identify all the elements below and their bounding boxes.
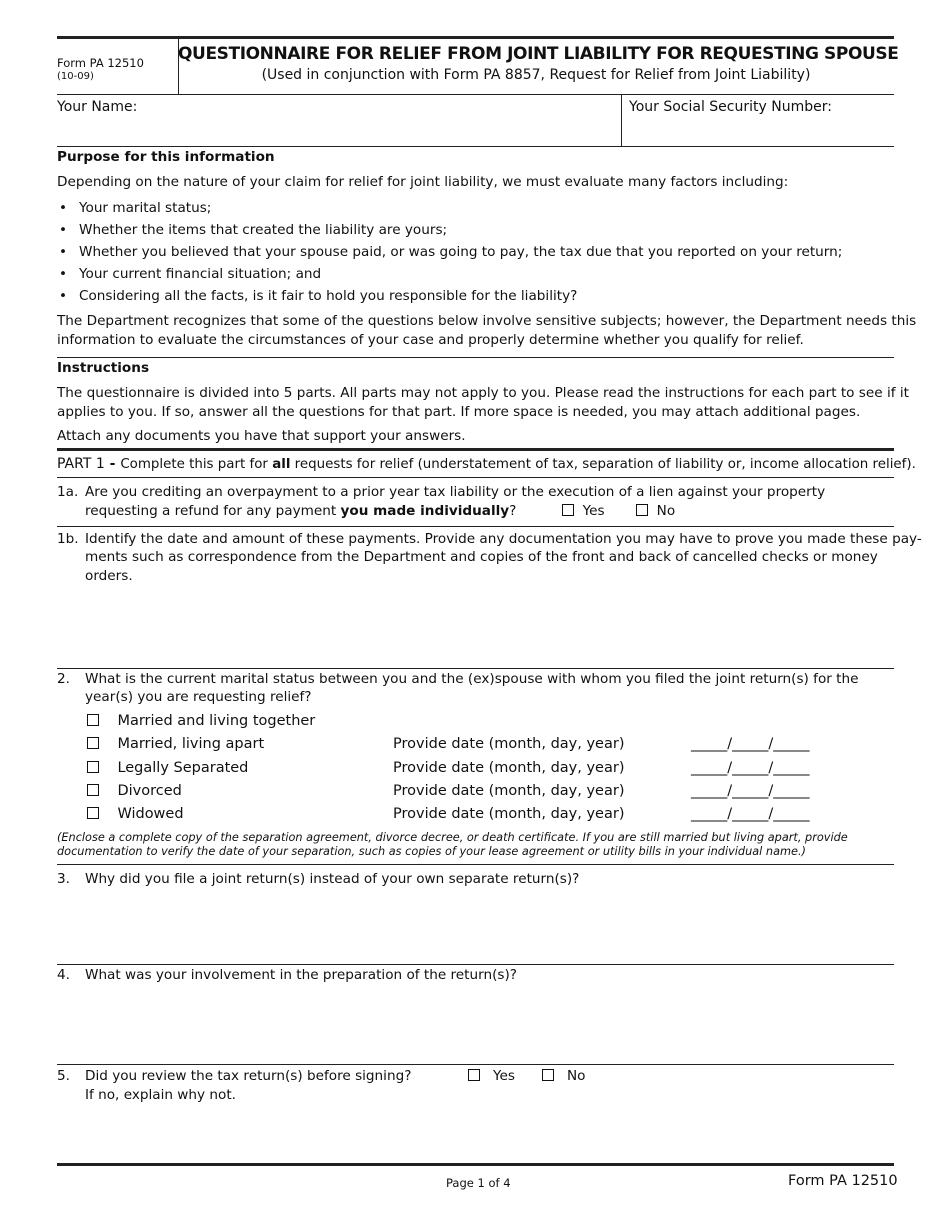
q2-date-field[interactable]: _____/_____/_____ [691, 783, 810, 799]
part1-top-rule [57, 448, 894, 451]
q2-date-label: Provide date (month, day, year) [393, 760, 625, 776]
form-date: (10-09) [57, 71, 94, 82]
q2-option-divorced[interactable]: Divorced [87, 782, 182, 800]
q3-number: 3. [57, 871, 70, 887]
list-item: • Your marital status; [57, 197, 842, 219]
name-label: Your Name: [57, 99, 138, 115]
checkbox[interactable] [87, 761, 99, 773]
ssn-label: Your Social Security Number: [629, 99, 832, 115]
form-id: Form PA 12510 [57, 56, 144, 70]
q1b-answer-area[interactable] [85, 590, 894, 666]
q2-option-legally-separated[interactable]: Legally Separated [87, 759, 248, 777]
q2-date-label: Provide date (month, day, year) [393, 736, 625, 752]
q2-date-field[interactable]: _____/_____/_____ [691, 736, 810, 752]
list-item: • Considering all the facts, is it fair to hold you responsible for the liability? [57, 285, 842, 307]
purpose-intro: Depending on the nature of your claim for relief for joint liability, we must evaluate many factors including: [57, 174, 789, 190]
header-bottom-rule [57, 94, 894, 95]
q3-bottom-rule [57, 964, 894, 965]
q5-number: 5. [57, 1068, 70, 1084]
q2-date-label: Provide date (month, day, year) [393, 783, 625, 799]
page-title: QUESTIONNAIRE FOR RELIEF FROM JOINT LIABILITY FOR REQUESTING SPOUSE [178, 44, 899, 64]
footer-rule [57, 1163, 894, 1166]
ssn-field[interactable] [629, 118, 894, 145]
q3-text: Why did you file a joint return(s) instead of your own separate return(s)? [85, 871, 580, 887]
q1b-number: 1b. [57, 531, 79, 547]
checkbox[interactable] [87, 737, 99, 749]
q1b-line-2: ments such as correspondence from the Department and copies of the front and back of cancelled checks or money [85, 549, 878, 565]
q2-option-married-together[interactable]: Married and living together [87, 712, 315, 730]
q2-date-label: Provide date (month, day, year) [393, 806, 625, 822]
checkbox[interactable] [468, 1069, 480, 1081]
purpose-note-1: The Department recognizes that some of the questions below involve sensitive subjects; however, the Department needs this [57, 313, 917, 329]
q2-date-field[interactable]: _____/_____/_____ [691, 760, 810, 776]
q1b-line-3: orders. [85, 568, 133, 584]
q2-option-widowed[interactable]: Widowed [87, 805, 184, 823]
q5-yes-option[interactable]: Yes [468, 1067, 515, 1085]
q1b-line-1: Identify the date and amount of these payments. Provide any documentation you may have to prove you made these pay- [85, 531, 922, 547]
q2-note-2: documentation to verify the date of your separation, such as copies of your lease agreement or utility bills in your individual name.) [57, 845, 806, 858]
purpose-bullets [57, 197, 842, 307]
list-item: • Your current financial situation; and [57, 263, 842, 285]
q2-bottom-rule [57, 864, 894, 865]
instructions-line-2: applies to you. If so, answer all the questions for that part. If more space is needed, you may attach additional pages. [57, 404, 861, 420]
q1b-bottom-rule [57, 668, 894, 669]
q4-text: What was your involvement in the preparation of the return(s)? [85, 967, 517, 983]
q1a-line-1: Are you crediting an overpayment to a prior year tax liability or the execution of a lien against your property [85, 484, 826, 500]
q1a-number: 1a. [57, 484, 79, 500]
top-rule [57, 36, 894, 39]
purpose-note-2: information to evaluate the circumstances of your case and properly determine whether you qualify for relief. [57, 332, 804, 348]
q4-number: 4. [57, 967, 70, 983]
footer-form-id: Form PA 12510 [788, 1173, 898, 1189]
q3-answer-area[interactable] [85, 892, 894, 962]
q2-line-2: year(s) you are requesting relief? [85, 689, 312, 705]
q2-option-married-apart[interactable]: Married, living apart [87, 735, 264, 753]
page-subtitle: (Used in conjunction with Form PA 8857, Request for Relief from Joint Liability) [261, 67, 811, 83]
q5-line-1: Did you review the tax return(s) before signing? [85, 1068, 412, 1084]
checkbox[interactable] [542, 1069, 554, 1081]
q5-no-option[interactable]: No [542, 1067, 585, 1085]
q5-answer-area[interactable] [85, 1108, 894, 1160]
q4-bottom-rule [57, 1064, 894, 1065]
q2-line-1: What is the current marital status between you and the (ex)spouse with whom you filed the joint return(s) for the [85, 671, 859, 687]
checkbox[interactable] [87, 714, 99, 726]
q2-number: 2. [57, 671, 70, 687]
q1a-line-2: requesting a refund for any payment you made individually? [85, 503, 517, 519]
checkbox[interactable] [87, 807, 99, 819]
list-item: • Whether you believed that your spouse paid, or was going to pay, the tax due that you reported on your return; [57, 241, 842, 263]
q4-answer-area[interactable] [85, 988, 894, 1062]
purpose-bottom-rule [57, 357, 894, 358]
instructions-line-3: Attach any documents you have that support your answers. [57, 428, 466, 444]
page-number: Page 1 of 4 [446, 1176, 511, 1190]
checkbox[interactable] [562, 504, 574, 516]
checkbox[interactable] [636, 504, 648, 516]
fields-bottom-rule [57, 146, 894, 147]
name-ssn-divider [621, 95, 622, 146]
q1a-yes-option[interactable]: Yes [562, 502, 605, 520]
list-item: • Whether the items that created the liability are yours; [57, 219, 842, 241]
q1a-no-option[interactable]: No [636, 502, 675, 520]
q1a-bottom-rule [57, 526, 894, 527]
instructions-heading: Instructions [57, 360, 150, 376]
part1-heading: PART 1 - Complete this part for all requests for relief (understatement of tax, separation of liability or, income allocation relief). [57, 456, 916, 472]
instructions-line-1: The questionnaire is divided into 5 parts. All parts may not apply to you. Please read the instructions for each part to see if it [57, 385, 909, 401]
name-field[interactable] [57, 118, 620, 145]
part1-label: PART 1 [57, 456, 105, 472]
part1-heading-rule [57, 477, 894, 478]
q5-line-2: If no, explain why not. [85, 1087, 236, 1103]
purpose-heading: Purpose for this information [57, 149, 275, 165]
q2-note-1: (Enclose a complete copy of the separation agreement, divorce decree, or death certificate. If you are still married but living apart, provide [57, 831, 848, 844]
checkbox[interactable] [87, 784, 99, 796]
q2-date-field[interactable]: _____/_____/_____ [691, 806, 810, 822]
